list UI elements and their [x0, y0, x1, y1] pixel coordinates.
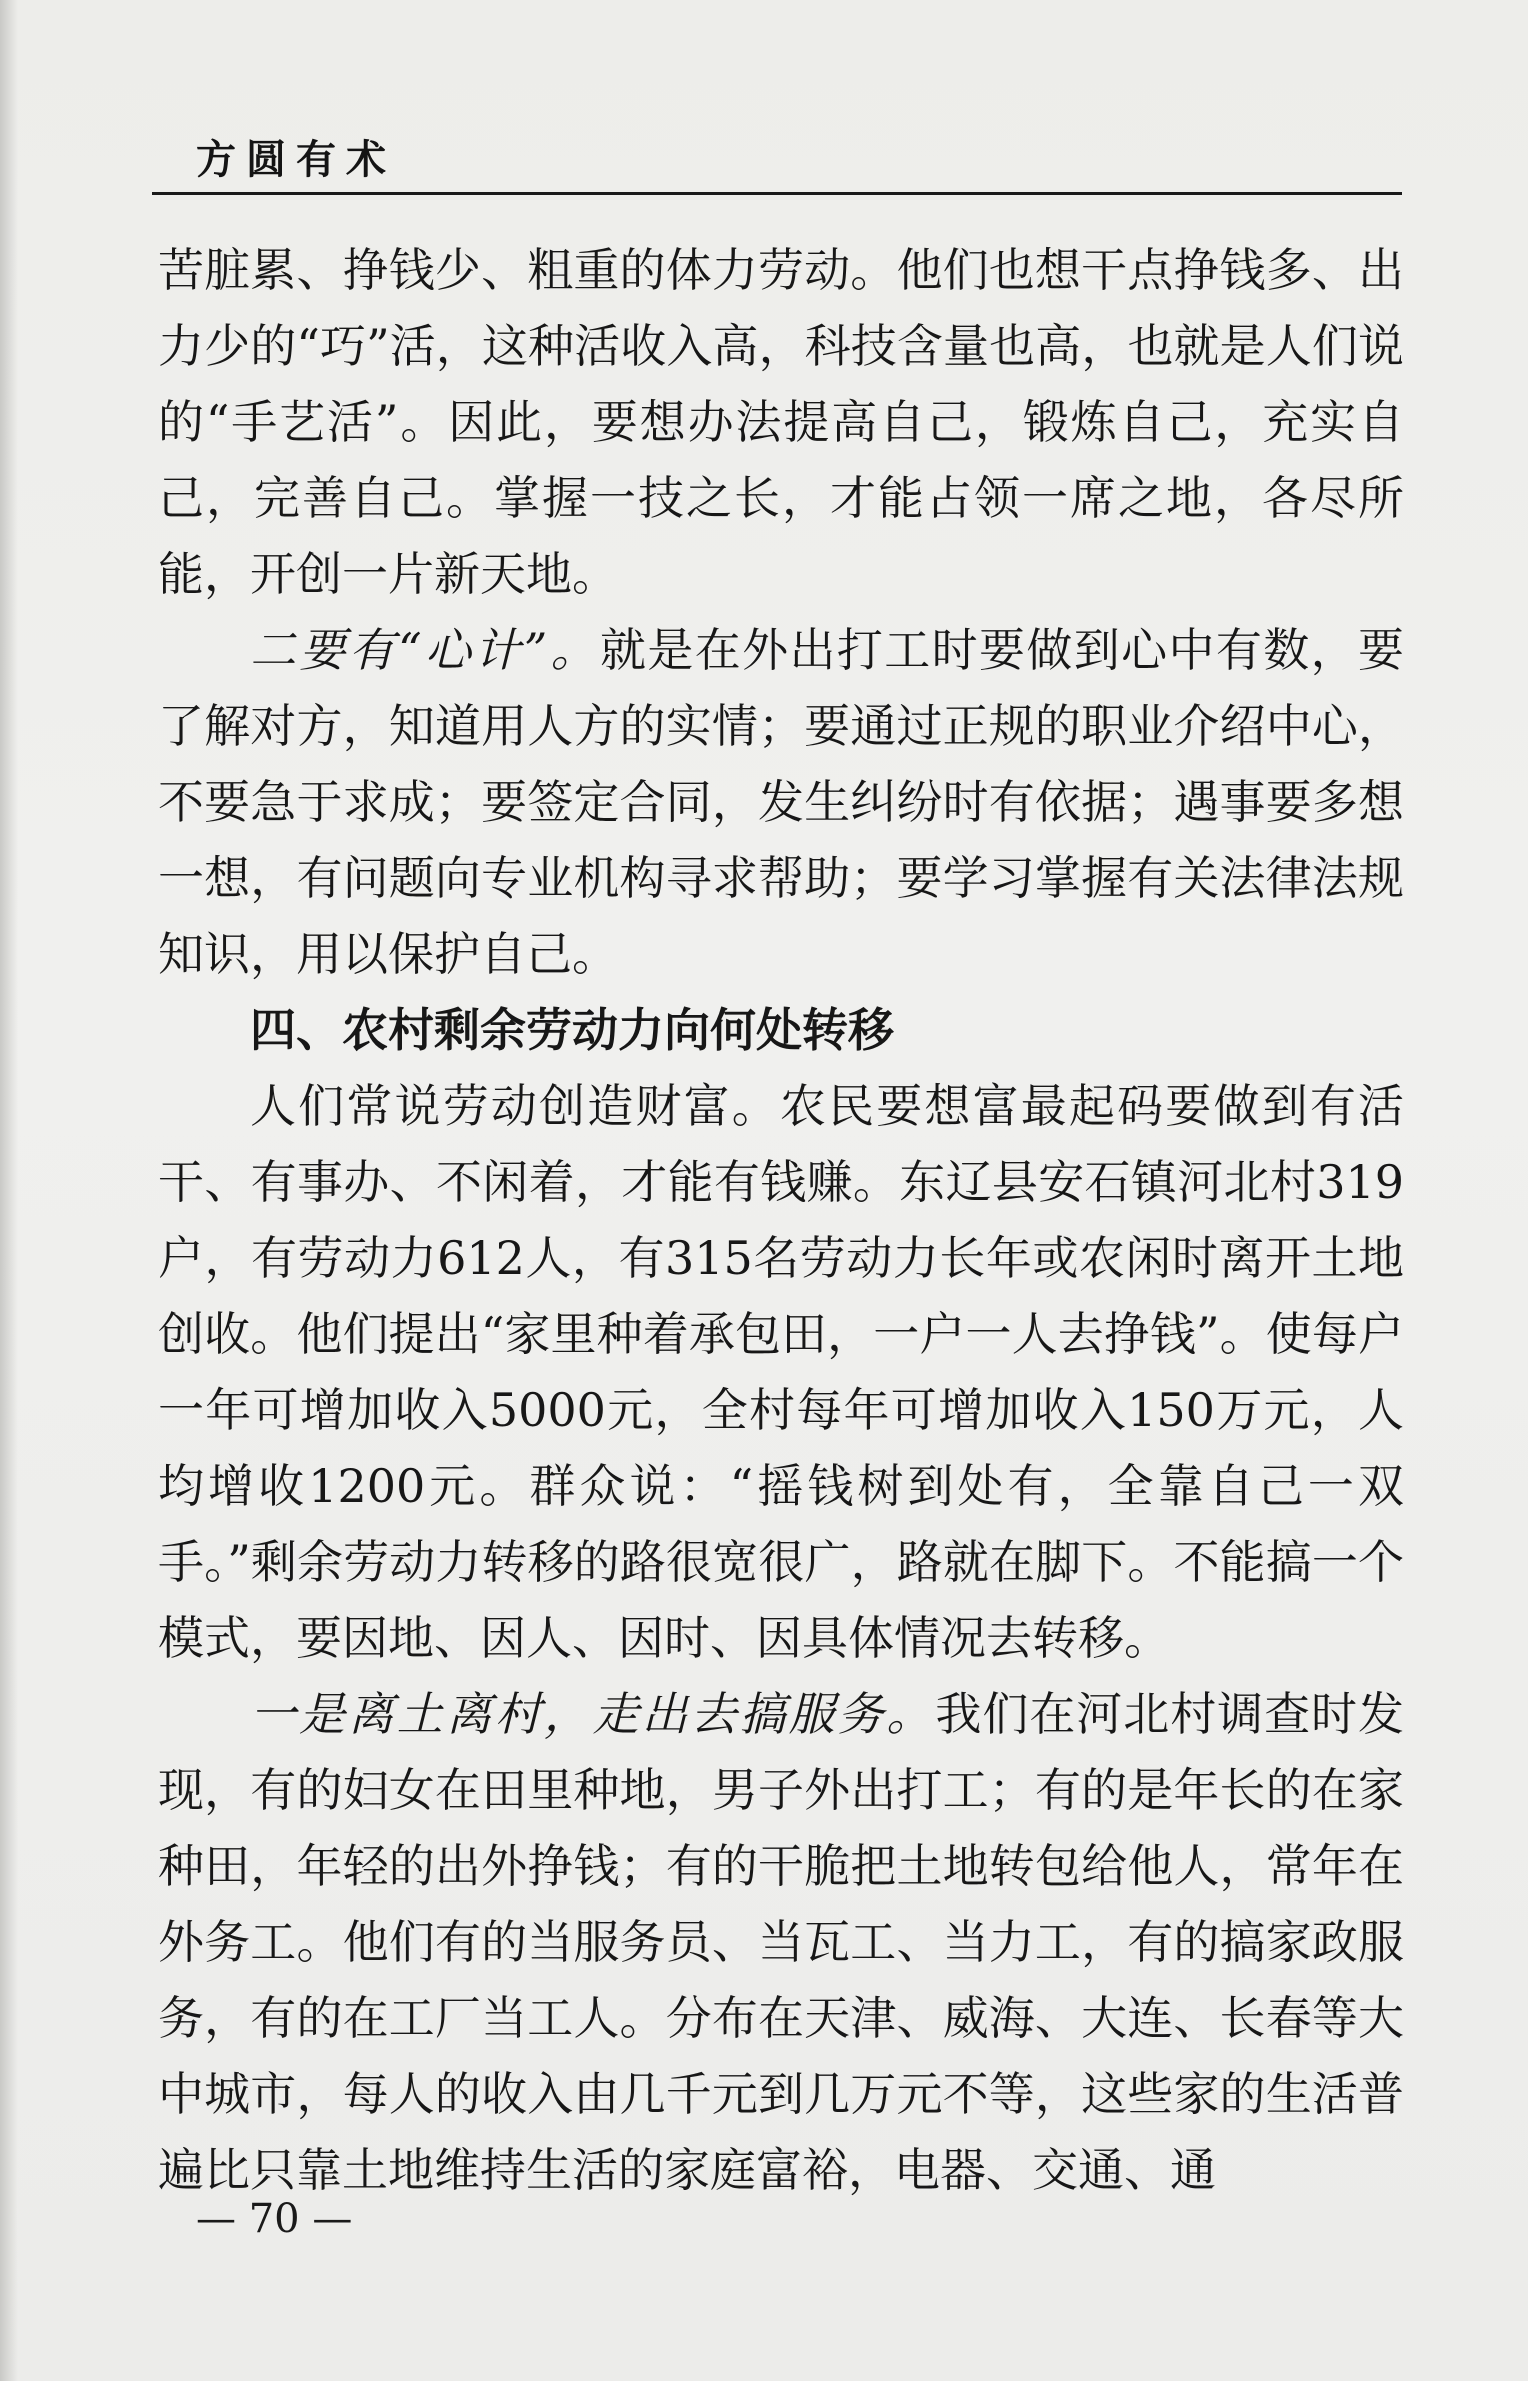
paragraph-lead: 二要有“心计”。 — [250, 623, 601, 677]
paragraph-continuation: 苦脏累、挣钱少、粗重的体力劳动。他们也想干点挣钱多、出力少的“巧”活，这种活收入高，科技含量也高，也就是人们说的“手艺活”。因此，要想办法提高自己，锻炼自己，充实自己，完善自己。掌握一技之长，才能占领一席之地，各尽所能，开创一片新天地。 — [158, 243, 1404, 601]
running-header: 方圆有术 — [196, 137, 396, 183]
paragraph-body: 我们在河北村调查时发现，有的妇女在田里种地，男子外出打工；有的是年长的在家种田，年轻的出外挣钱；有的干脆把土地转包给他人，常年在外务工。他们有的当服务员、当瓦工、当力工，有的搞家政服务，有的在工厂当工人。分布在天津、威海、大连、长春等大中城市，每人的收入由几千元到几万元不等，这些家的生活普遍比只靠土地维持生活的家庭富裕，电器、交通、通 — [158, 1687, 1405, 2197]
paragraph-lead: 一是离土离村，走出去搞服务。 — [250, 1687, 936, 1741]
page-number: — 70 — — [196, 2196, 353, 2242]
page-gutter-shadow — [0, 0, 18, 2381]
paragraph-intro: 人们常说劳动创造财富。农民要想富最起码要做到有活干、有事办、不闲着，才能有钱赚。东辽县安石镇河北村319户，有劳动力612人，有315名劳动力长年或农闲时离开土地创收。他们提出“家里种着承包田，一户一人去挣钱”。使每户一年可增加收入5000元，全村每年可增加收入150万元，人均增收1200元。群众说：“摇钱树到处有，全靠自己一双手。”剩余劳动力转移的路很宽很广，路就在脚下。不能搞一个模式，要因地、因人、因时、因具体情况去转移。 — [158, 1079, 1404, 1665]
paragraph-first-point — [158, 1676, 1404, 2208]
paragraph-body: 就是在外出打工时要做到心中有数，要了解对方，知道用人方的实情；要通过正规的职业介绍中心，不要急于求成；要签定合同，发生纠纷时有依据；遇事要多想一想，有问题向专业机构寻求帮助；要学习掌握有关法律法规知识，用以保护自己。 — [158, 623, 1404, 981]
section-heading: 四、农村剩余劳动力向何处转移 — [250, 1003, 894, 1057]
paragraph-second-point — [158, 612, 1404, 992]
header-rule — [152, 192, 1402, 195]
body-text — [158, 232, 1404, 2208]
